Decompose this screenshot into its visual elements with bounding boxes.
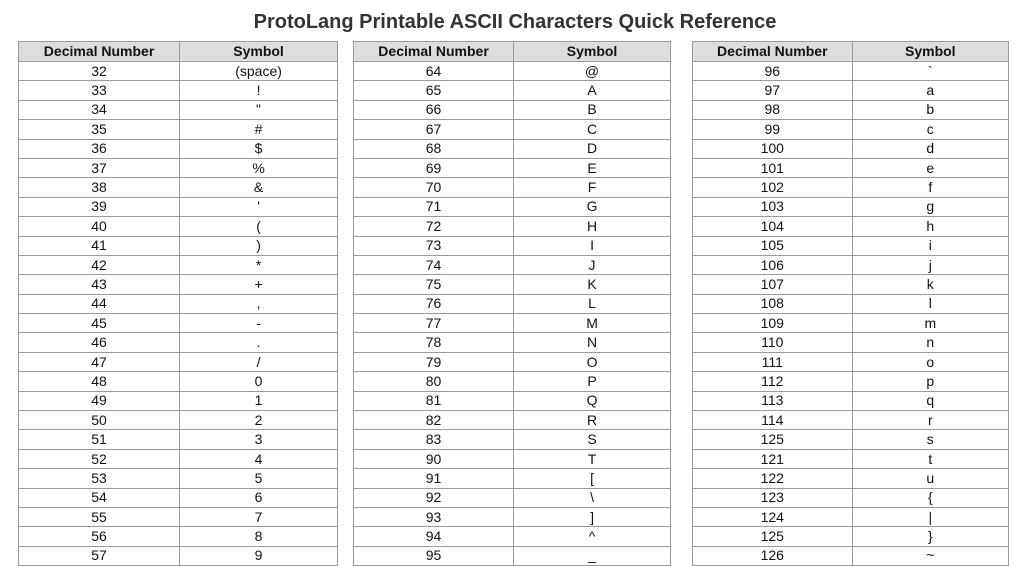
symbol-cell: C <box>514 120 671 139</box>
symbol-cell: ' <box>180 197 338 216</box>
symbol-cell: [ <box>514 469 671 488</box>
decimal-cell: 76 <box>354 294 514 313</box>
symbol-cell: P <box>514 372 671 391</box>
decimal-cell: 32 <box>19 62 180 81</box>
symbol-cell: _ <box>514 546 671 565</box>
symbol-cell: g <box>852 197 1008 216</box>
decimal-cell: 55 <box>19 507 180 526</box>
decimal-cell: 124 <box>693 507 853 526</box>
decimal-cell: 97 <box>693 81 853 100</box>
symbol-cell: / <box>180 352 338 371</box>
decimal-cell: 67 <box>354 120 514 139</box>
decimal-cell: 98 <box>693 100 853 119</box>
table-row <box>19 62 338 81</box>
decimal-cell: 70 <box>354 178 514 197</box>
symbol-cell: E <box>514 158 671 177</box>
table-row <box>19 139 338 158</box>
decimal-cell: 95 <box>354 546 514 565</box>
decimal-cell: 111 <box>693 352 853 371</box>
decimal-cell: 126 <box>693 546 853 565</box>
symbol-cell: ] <box>514 507 671 526</box>
symbol-cell: ) <box>180 236 338 255</box>
table-row <box>19 158 338 177</box>
symbol-cell: 7 <box>180 507 338 526</box>
decimal-cell: 108 <box>693 294 853 313</box>
symbol-cell: R <box>514 411 671 430</box>
symbol-cell: d <box>852 139 1008 158</box>
table-row <box>693 391 1009 410</box>
symbol-cell: # <box>180 120 338 139</box>
table-row <box>354 255 671 274</box>
decimal-cell: 122 <box>693 469 853 488</box>
decimal-cell: 91 <box>354 469 514 488</box>
decimal-cell: 110 <box>693 333 853 352</box>
decimal-cell: 94 <box>354 527 514 546</box>
symbol-cell: @ <box>514 62 671 81</box>
table-row <box>693 197 1009 216</box>
table-row <box>19 255 338 274</box>
decimal-cell: 47 <box>19 352 180 371</box>
decimal-cell: 105 <box>693 236 853 255</box>
table-row <box>19 333 338 352</box>
decimal-cell: 100 <box>693 139 853 158</box>
decimal-cell: 104 <box>693 217 853 236</box>
decimal-cell: 75 <box>354 275 514 294</box>
table-row <box>19 430 338 449</box>
symbol-cell: 5 <box>180 469 338 488</box>
decimal-cell: 40 <box>19 217 180 236</box>
table-row <box>354 352 671 371</box>
symbol-cell: o <box>852 352 1008 371</box>
decimal-cell: 66 <box>354 100 514 119</box>
symbol-cell: 2 <box>180 411 338 430</box>
symbol-cell: k <box>852 275 1008 294</box>
symbol-cell: 8 <box>180 527 338 546</box>
table-row <box>19 449 338 468</box>
header-row <box>19 42 338 62</box>
table-row <box>19 314 338 333</box>
decimal-cell: 92 <box>354 488 514 507</box>
table-row <box>354 314 671 333</box>
symbol-cell: F <box>514 178 671 197</box>
table-row <box>693 139 1009 158</box>
table-row <box>354 178 671 197</box>
table-row <box>354 527 671 546</box>
symbol-cell: l <box>852 294 1008 313</box>
symbol-cell: , <box>180 294 338 313</box>
symbol-cell: K <box>514 275 671 294</box>
table-row <box>693 294 1009 313</box>
symbol-cell: M <box>514 314 671 333</box>
symbol-cell: $ <box>180 139 338 158</box>
symbol-cell: ` <box>852 62 1008 81</box>
decimal-cell: 112 <box>693 372 853 391</box>
decimal-cell: 50 <box>19 411 180 430</box>
symbol-cell: f <box>852 178 1008 197</box>
symbol-cell: (space) <box>180 62 338 81</box>
decimal-cell: 69 <box>354 158 514 177</box>
table-row <box>693 236 1009 255</box>
decimal-cell: 109 <box>693 314 853 333</box>
symbol-cell: a <box>852 81 1008 100</box>
decimal-cell: 36 <box>19 139 180 158</box>
decimal-cell: 52 <box>19 449 180 468</box>
symbol-cell: L <box>514 294 671 313</box>
decimal-cell: 99 <box>693 120 853 139</box>
decimal-cell: 38 <box>19 178 180 197</box>
header-row <box>354 42 671 62</box>
decimal-cell: 48 <box>19 372 180 391</box>
reference-table-3 <box>692 41 1009 566</box>
symbol-cell: h <box>852 217 1008 236</box>
table-row <box>19 391 338 410</box>
decimal-cell: 54 <box>19 488 180 507</box>
decimal-cell: 41 <box>19 236 180 255</box>
table-row <box>354 100 671 119</box>
symbol-cell: H <box>514 217 671 236</box>
symbol-cell: 4 <box>180 449 338 468</box>
table-row <box>693 430 1009 449</box>
table-row <box>354 372 671 391</box>
table-row <box>693 488 1009 507</box>
table-row <box>19 120 338 139</box>
symbol-cell: I <box>514 236 671 255</box>
header-symbol: Symbol <box>852 42 1008 62</box>
symbol-cell: G <box>514 197 671 216</box>
table-row <box>19 488 338 507</box>
symbol-cell: q <box>852 391 1008 410</box>
decimal-cell: 39 <box>19 197 180 216</box>
table-row <box>19 507 338 526</box>
table-row <box>693 333 1009 352</box>
table-row <box>19 275 338 294</box>
decimal-cell: 34 <box>19 100 180 119</box>
table-row <box>354 81 671 100</box>
decimal-cell: 42 <box>19 255 180 274</box>
decimal-cell: 79 <box>354 352 514 371</box>
symbol-cell: n <box>852 333 1008 352</box>
table-row <box>354 217 671 236</box>
symbol-cell: A <box>514 81 671 100</box>
decimal-cell: 78 <box>354 333 514 352</box>
decimal-cell: 35 <box>19 120 180 139</box>
header-decimal-number: Decimal Number <box>354 42 514 62</box>
decimal-cell: 46 <box>19 333 180 352</box>
symbol-cell: N <box>514 333 671 352</box>
symbol-cell: " <box>180 100 338 119</box>
table-row <box>693 275 1009 294</box>
symbol-cell: 6 <box>180 488 338 507</box>
decimal-cell: 103 <box>693 197 853 216</box>
table-row <box>693 449 1009 468</box>
decimal-cell: 77 <box>354 314 514 333</box>
table-row <box>354 158 671 177</box>
symbol-cell: \ <box>514 488 671 507</box>
symbol-cell: j <box>852 255 1008 274</box>
decimal-cell: 125 <box>693 430 853 449</box>
table-row <box>693 120 1009 139</box>
symbol-cell: Q <box>514 391 671 410</box>
table-row <box>19 546 338 565</box>
symbol-cell: | <box>852 507 1008 526</box>
table-row <box>354 197 671 216</box>
table-row <box>693 527 1009 546</box>
table-row <box>354 546 671 565</box>
table-row <box>354 275 671 294</box>
table-row <box>693 507 1009 526</box>
symbol-cell: & <box>180 178 338 197</box>
reference-table-2 <box>353 41 671 566</box>
decimal-cell: 57 <box>19 546 180 565</box>
header-decimal-number: Decimal Number <box>19 42 180 62</box>
decimal-cell: 125 <box>693 527 853 546</box>
decimal-cell: 82 <box>354 411 514 430</box>
table-row <box>19 469 338 488</box>
symbol-cell: . <box>180 333 338 352</box>
table-row <box>354 120 671 139</box>
table-row <box>19 372 338 391</box>
symbol-cell: ! <box>180 81 338 100</box>
decimal-cell: 96 <box>693 62 853 81</box>
symbol-cell: 0 <box>180 372 338 391</box>
table-row <box>693 546 1009 565</box>
table-row <box>19 294 338 313</box>
table-row <box>693 178 1009 197</box>
table-row <box>354 469 671 488</box>
symbol-cell: t <box>852 449 1008 468</box>
symbol-cell: r <box>852 411 1008 430</box>
decimal-cell: 64 <box>354 62 514 81</box>
decimal-cell: 44 <box>19 294 180 313</box>
table-row <box>354 430 671 449</box>
table-row <box>693 158 1009 177</box>
decimal-cell: 56 <box>19 527 180 546</box>
symbol-cell: % <box>180 158 338 177</box>
table-row <box>693 469 1009 488</box>
table-row <box>354 488 671 507</box>
symbol-cell: s <box>852 430 1008 449</box>
table-row <box>19 197 338 216</box>
table-row <box>693 217 1009 236</box>
symbol-cell: ^ <box>514 527 671 546</box>
table-row <box>354 449 671 468</box>
table-row <box>693 81 1009 100</box>
table-row <box>354 411 671 430</box>
symbol-cell: + <box>180 275 338 294</box>
decimal-cell: 72 <box>354 217 514 236</box>
table-row <box>354 391 671 410</box>
symbol-cell: - <box>180 314 338 333</box>
symbol-cell: * <box>180 255 338 274</box>
table-row <box>19 217 338 236</box>
table-row <box>354 62 671 81</box>
decimal-cell: 45 <box>19 314 180 333</box>
page-title: ProtoLang Printable ASCII Characters Quick Reference <box>253 11 777 33</box>
decimal-cell: 93 <box>354 507 514 526</box>
table-row <box>19 178 338 197</box>
table-row <box>354 294 671 313</box>
symbol-cell: { <box>852 488 1008 507</box>
table-row <box>19 81 338 100</box>
table-row <box>693 255 1009 274</box>
symbol-cell: T <box>514 449 671 468</box>
symbol-cell: } <box>852 527 1008 546</box>
decimal-cell: 113 <box>693 391 853 410</box>
symbol-cell: 9 <box>180 546 338 565</box>
table-row <box>19 411 338 430</box>
table-row <box>354 507 671 526</box>
symbol-cell: i <box>852 236 1008 255</box>
decimal-cell: 121 <box>693 449 853 468</box>
header-symbol: Symbol <box>514 42 671 62</box>
symbol-cell: ~ <box>852 546 1008 565</box>
table-row <box>693 100 1009 119</box>
symbol-cell: B <box>514 100 671 119</box>
table-row <box>19 100 338 119</box>
decimal-cell: 33 <box>19 81 180 100</box>
decimal-cell: 123 <box>693 488 853 507</box>
reference-table-1 <box>18 41 338 566</box>
decimal-cell: 43 <box>19 275 180 294</box>
decimal-cell: 71 <box>354 197 514 216</box>
decimal-cell: 49 <box>19 391 180 410</box>
table-row <box>19 236 338 255</box>
header-decimal-number: Decimal Number <box>693 42 853 62</box>
decimal-cell: 53 <box>19 469 180 488</box>
decimal-cell: 106 <box>693 255 853 274</box>
symbol-cell: O <box>514 352 671 371</box>
table-row <box>19 527 338 546</box>
decimal-cell: 51 <box>19 430 180 449</box>
table-row <box>354 236 671 255</box>
symbol-cell: m <box>852 314 1008 333</box>
header-row <box>693 42 1009 62</box>
decimal-cell: 81 <box>354 391 514 410</box>
table-row <box>693 352 1009 371</box>
symbol-cell: 3 <box>180 430 338 449</box>
decimal-cell: 73 <box>354 236 514 255</box>
decimal-cell: 90 <box>354 449 514 468</box>
decimal-cell: 102 <box>693 178 853 197</box>
table-row <box>354 139 671 158</box>
symbol-cell: b <box>852 100 1008 119</box>
symbol-cell: p <box>852 372 1008 391</box>
symbol-cell: ( <box>180 217 338 236</box>
symbol-cell: J <box>514 255 671 274</box>
symbol-cell: u <box>852 469 1008 488</box>
table-row <box>693 314 1009 333</box>
table-row <box>693 62 1009 81</box>
decimal-cell: 80 <box>354 372 514 391</box>
symbol-cell: D <box>514 139 671 158</box>
symbol-cell: 1 <box>180 391 338 410</box>
header-symbol: Symbol <box>180 42 338 62</box>
decimal-cell: 114 <box>693 411 853 430</box>
symbol-cell: c <box>852 120 1008 139</box>
decimal-cell: 65 <box>354 81 514 100</box>
symbol-cell: e <box>852 158 1008 177</box>
table-row <box>19 352 338 371</box>
decimal-cell: 101 <box>693 158 853 177</box>
decimal-cell: 37 <box>19 158 180 177</box>
decimal-cell: 83 <box>354 430 514 449</box>
decimal-cell: 107 <box>693 275 853 294</box>
table-row <box>354 333 671 352</box>
table-row <box>693 372 1009 391</box>
symbol-cell: S <box>514 430 671 449</box>
table-row <box>693 411 1009 430</box>
decimal-cell: 68 <box>354 139 514 158</box>
decimal-cell: 74 <box>354 255 514 274</box>
